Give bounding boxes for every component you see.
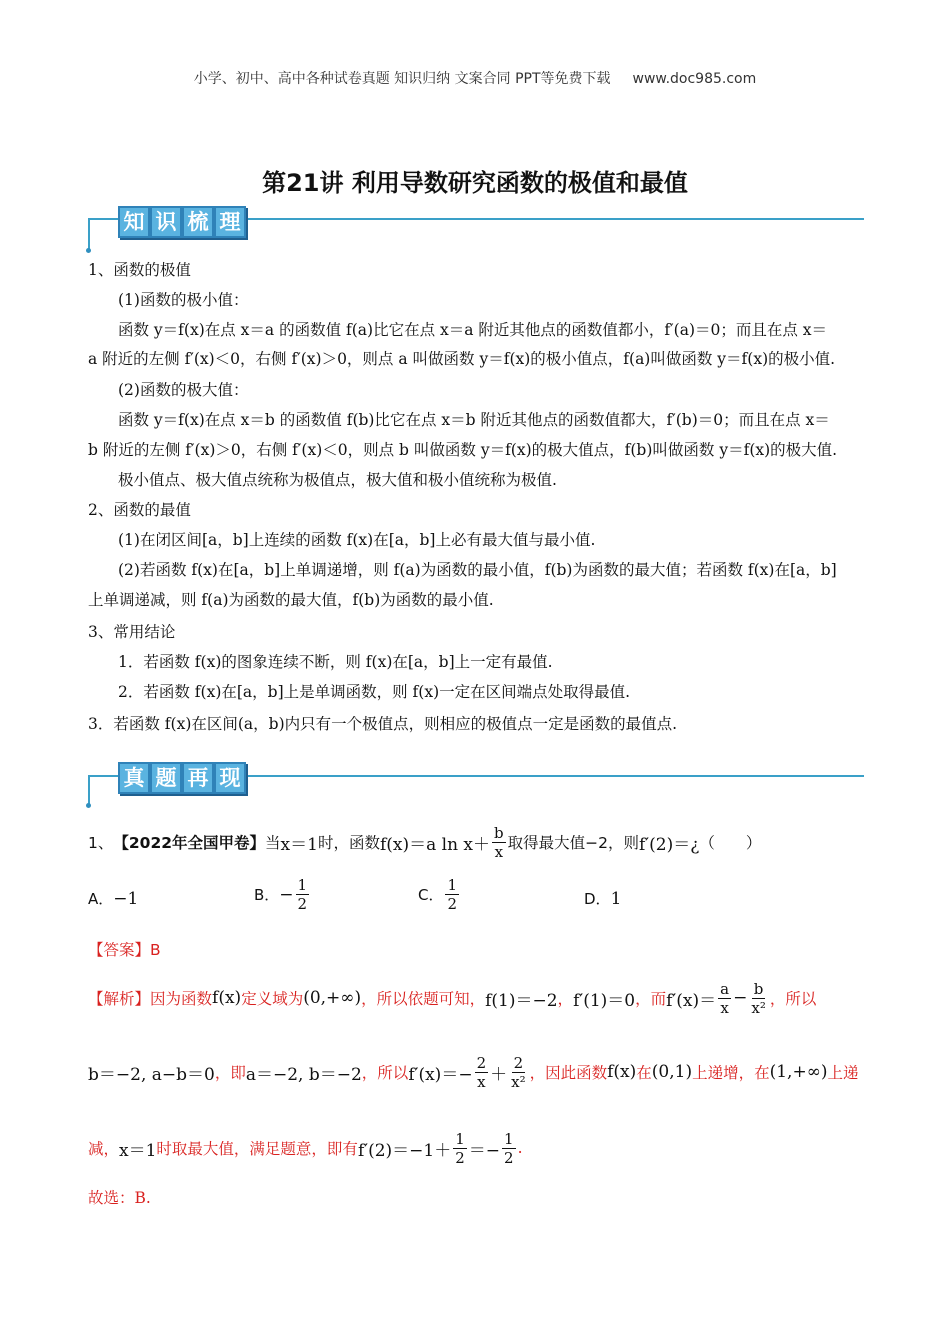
- option-a[interactable]: [88, 888, 138, 909]
- fraction-numerator: a: [720, 979, 730, 998]
- banner-char: 知: [118, 206, 150, 238]
- analysis-text: ，所以: [361, 1064, 409, 1082]
- banner-char: 真: [118, 762, 150, 794]
- analysis-text: 在: [636, 1064, 652, 1082]
- option-b[interactable]: [254, 876, 311, 913]
- option-value: −1: [113, 889, 139, 909]
- analysis-text: 定义域为: [241, 990, 304, 1008]
- fraction-denominator: 2: [455, 1148, 465, 1167]
- banner-dot: [86, 803, 91, 808]
- answer: [88, 938, 161, 960]
- option-fraction: [296, 876, 310, 913]
- section-2-title: 2、函数的最值: [88, 501, 191, 519]
- analysis-text: ，因此函数: [529, 1064, 608, 1082]
- analysis-math: f(1)＝−2: [485, 990, 558, 1011]
- analysis-math: x＝1: [119, 1140, 157, 1161]
- question-fraction: [492, 824, 506, 861]
- section-3-item1: 1．若函数 f(x)的图象连续不断，则 f(x)在[a，b]上一定有最值.: [118, 653, 553, 671]
- question-x-eq: x＝1: [280, 834, 318, 855]
- section-1-para1b: a 附近的左侧 f′(x)＜0，右侧 f′(x)＞0，则点 a 叫做函数 y＝f(x)的极小值点，f(a)叫做函数 y＝f(x)的极小值.: [88, 350, 836, 368]
- fraction-denominator: x²: [751, 998, 766, 1017]
- option-label: B．: [254, 886, 280, 904]
- question-fprime: f′(2)＝¿: [638, 834, 700, 855]
- analysis-fraction: [502, 1130, 516, 1167]
- fraction-denominator: x²: [511, 1072, 526, 1091]
- question-1: [88, 820, 761, 864]
- fraction-numerator: 1: [297, 876, 308, 894]
- analysis-math: −: [733, 988, 748, 1008]
- analysis-fraction: [749, 980, 767, 1017]
- analysis-text: 时取最大值，满足题意，即有: [156, 1140, 358, 1158]
- analysis-label: 【解析】: [88, 990, 151, 1008]
- section-1-para2b: b 附近的左侧 f′(x)＞0，右侧 f′(x)＜0，则点 b 叫做函数 y＝f(x)的极大值点，f(b)叫做函数 y＝f(x)的极大值.: [88, 441, 838, 459]
- question-text-2: 时，函数: [317, 834, 380, 852]
- banner-char: 再: [182, 762, 214, 794]
- analysis-fraction: [718, 980, 731, 1017]
- analysis-math: (0,+∞): [303, 988, 362, 1008]
- analysis-text: 减，: [88, 1140, 120, 1158]
- analysis-math: ＋: [490, 1064, 508, 1085]
- analysis-math: a＝−2, b＝−2: [245, 1064, 362, 1085]
- fraction-numerator: b: [494, 823, 504, 842]
- header-text: 小学、初中、高中各种试卷真题 知识归纳 文案合同 PPT等免费下载: [193, 71, 611, 87]
- section-3-title: 3、常用结论: [88, 623, 176, 641]
- banner-vrule: [88, 218, 90, 250]
- section-3-item2: 2．若函数 f(x)在[a，b]上是单调函数，则 f(x)一定在区间端点处取得最值.: [118, 683, 631, 701]
- answer-value: B: [150, 941, 161, 959]
- option-label: A．: [88, 890, 114, 908]
- option-c[interactable]: [418, 876, 461, 913]
- section-2-para2a: (2)若函数 f(x)在[a，b]上单调递增，则 f(a)为函数的最小值，f(b)为函数的最大值；若函数 f(x)在[a，b]: [118, 561, 837, 579]
- fraction-denominator: 2: [297, 895, 308, 913]
- analysis-math: (0,1): [651, 1062, 693, 1082]
- banner-char: 识: [150, 206, 182, 238]
- header-site[interactable]: www.doc985.com: [632, 71, 757, 87]
- option-label: C．: [418, 886, 444, 904]
- analysis-text: 因为函数: [150, 990, 213, 1008]
- fraction-denominator: x: [477, 1072, 486, 1091]
- fraction-numerator: 2: [513, 1053, 524, 1072]
- section-2-para1: (1)在闭区间[a，b]上连续的函数 f(x)在[a，b]上必有最大值与最小值.: [118, 531, 596, 549]
- analysis-text: ，: [557, 990, 574, 1008]
- analysis-math: f′(x)＝−: [408, 1064, 473, 1085]
- section-1-sub1: (1)函数的极小值：: [118, 291, 249, 309]
- question-paren: （ ）: [699, 834, 762, 852]
- option-sign: −: [279, 884, 294, 905]
- analysis-math: f′(2)＝−1＋: [357, 1140, 452, 1161]
- fraction-denominator: x: [720, 998, 729, 1017]
- analysis-text: ，而: [635, 990, 667, 1008]
- fraction-numerator: b: [753, 979, 764, 998]
- section-1-para2a: 函数 y＝f(x)在点 x＝b 的函数值 f(b)比它在点 x＝b 附近其他点的函数值都大，f′(b)＝0；而且在点 x＝: [118, 411, 830, 429]
- question-number: 1、: [88, 834, 114, 852]
- fraction-denominator: x: [494, 842, 504, 861]
- analysis-conclusion: 故选：B.: [88, 1189, 151, 1207]
- analysis-text: .: [517, 1139, 523, 1157]
- fraction-numerator: 1: [504, 1129, 514, 1148]
- banner-dot: [86, 248, 91, 253]
- analysis-fraction: [475, 1054, 489, 1091]
- section-3-item3: 3．若函数 f(x)在区间(a，b)内只有一个极值点，则相应的极值点一定是函数的最值点.: [88, 715, 678, 733]
- analysis-math: f′(x)＝: [666, 990, 717, 1011]
- section-1-title: 1、函数的极值: [88, 261, 191, 279]
- analysis-text: ，所以: [769, 990, 817, 1008]
- fraction-numerator: 1: [455, 1129, 465, 1148]
- page-title: 第21讲 利用导数研究函数的极值和最值: [262, 169, 688, 197]
- analysis-math: f(x): [607, 1062, 637, 1082]
- option-label: D．: [584, 890, 611, 908]
- analysis-fraction: [453, 1130, 467, 1167]
- banner-char: 梳: [182, 206, 214, 238]
- fraction-numerator: 1: [447, 876, 458, 894]
- section-1-para3: 极小值点、极大值点统称为极值点，极大值和极小值统称为极值.: [118, 471, 557, 489]
- analysis-text: ，即: [214, 1064, 246, 1082]
- analysis-text: ，所以依题可知，: [361, 990, 486, 1008]
- analysis-math: f(x): [212, 988, 242, 1008]
- option-d[interactable]: [584, 888, 621, 909]
- banner-char: 题: [150, 762, 182, 794]
- banner-vrule: [88, 775, 90, 805]
- question-text-1: 当: [265, 834, 281, 852]
- analysis-math: b＝−2, a−b＝0: [88, 1064, 215, 1085]
- option-fraction: [445, 876, 459, 913]
- analysis-math: f′(1)＝0: [573, 990, 636, 1011]
- option-value: 1: [610, 889, 622, 909]
- analysis-fraction: [509, 1054, 527, 1091]
- banner-char: 现: [214, 762, 246, 794]
- analysis-text: 上递增，在: [692, 1064, 770, 1082]
- question-text-3: 取得最大值−2，则: [507, 834, 639, 852]
- analysis-line-3: [88, 1126, 523, 1170]
- section-1-para1a: 函数 y＝f(x)在点 x＝a 的函数值 f(a)比它在点 x＝a 附近其他点的函数值都小，f′(a)＝0；而且在点 x＝: [118, 321, 828, 339]
- fraction-denominator: 2: [447, 895, 458, 913]
- question-source: 【2022年全国甲卷】: [113, 834, 266, 852]
- section-1-sub2: (2)函数的极大值：: [118, 381, 249, 399]
- page-header: [0, 68, 950, 88]
- analysis-math: (1,+∞): [769, 1062, 828, 1082]
- analysis-math: ＝−: [468, 1140, 501, 1161]
- question-function: f(x)＝a ln x＋: [379, 834, 491, 855]
- fraction-numerator: 2: [476, 1053, 487, 1072]
- section-2-para2b: 上单调递减，则 f(a)为函数的最大值，f(b)为函数的最小值.: [88, 591, 494, 609]
- answer-label: 【答案】: [88, 941, 151, 959]
- analysis-line-1: [88, 976, 816, 1020]
- analysis-line-2: [88, 1050, 859, 1094]
- banner-char: 理: [214, 206, 246, 238]
- fraction-denominator: 2: [504, 1148, 514, 1167]
- analysis-text: 上递: [827, 1064, 859, 1082]
